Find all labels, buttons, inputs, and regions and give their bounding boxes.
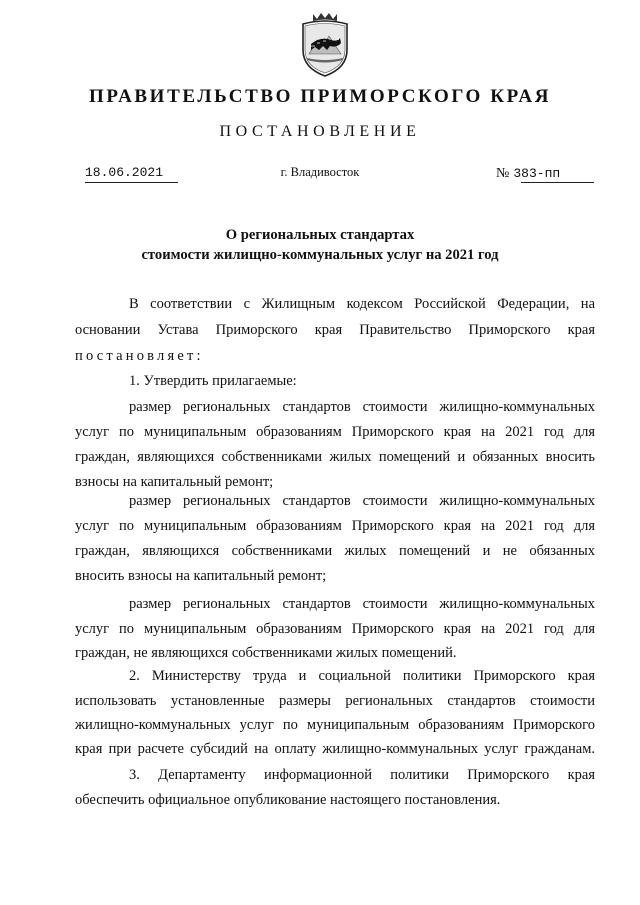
body-line: постановляет: — [75, 348, 204, 364]
body-line: края при расчете субсидий на оплату жилищно-коммунальных услуг гражданам. — [75, 741, 595, 757]
primorsky-krai-coat-of-arms-icon — [297, 10, 353, 78]
body-line: граждан, являющихся собственниками жилых помещений и обязанных вносить — [75, 449, 595, 465]
document-type: ПОСТАНОВЛЕНИЕ — [219, 123, 421, 140]
body-line: использовать установленные размеры региональных стандартов стоимости — [75, 693, 595, 709]
body-line: услуг по муниципальным образованиям Приморского края на 2021 год для — [75, 621, 595, 637]
body-line: 3. Департаменту информационной политики Приморского края — [129, 767, 595, 783]
body-line: 2. Министерству труда и социальной политики Приморского края — [129, 668, 595, 684]
body-line: размер региональных стандартов стоимости жилищно-коммунальных — [129, 493, 595, 509]
body-line: граждан, являющихся собственниками жилых помещений и не обязанных — [75, 543, 595, 559]
document-number — [496, 165, 560, 182]
subject-line-1: О региональных стандартах — [225, 227, 415, 243]
body-line: размер региональных стандартов стоимости жилищно-коммунальных — [129, 596, 595, 612]
body-line: размер региональных стандартов стоимости жилищно-коммунальных — [129, 399, 595, 415]
body-line: жилищно-коммунальных услуг по муниципальным образованиям Приморского — [75, 717, 595, 733]
body-line: В соответствии с Жилищным кодексом Российской Федерации, на — [129, 296, 595, 312]
number-value: 383-пп — [513, 166, 561, 181]
government-title: ПРАВИТЕЛЬСТВО ПРИМОРСКОГО КРАЯ — [88, 86, 552, 107]
body-line: основании Устава Приморского края Правительство Приморского края — [75, 322, 595, 338]
number-underline — [521, 182, 594, 183]
body-line: услуг по муниципальным образованиям Приморского края на 2021 год для — [75, 518, 595, 534]
date-underline — [85, 182, 178, 183]
subject-line-2: стоимости жилищно-коммунальных услуг на 2021 год — [141, 247, 499, 263]
document-date: 18.06.2021 — [85, 165, 164, 180]
document-subject — [0, 225, 640, 265]
body-line: взносы на капитальный ремонт; — [75, 474, 274, 490]
document-city: г. Владивосток — [280, 165, 360, 179]
body-line: услуг по муниципальным образованиям Приморского края на 2021 год для — [75, 424, 595, 440]
body-line: граждан, не являющихся собственниками жилых помещений. — [75, 645, 457, 661]
body-line: обеспечить официальное опубликование настоящего постановления. — [75, 792, 501, 808]
number-sign: № — [496, 166, 510, 181]
body-line: 1. Утвердить прилагаемые: — [129, 373, 297, 389]
body-line: вносить взносы на капитальный ремонт; — [75, 568, 327, 584]
